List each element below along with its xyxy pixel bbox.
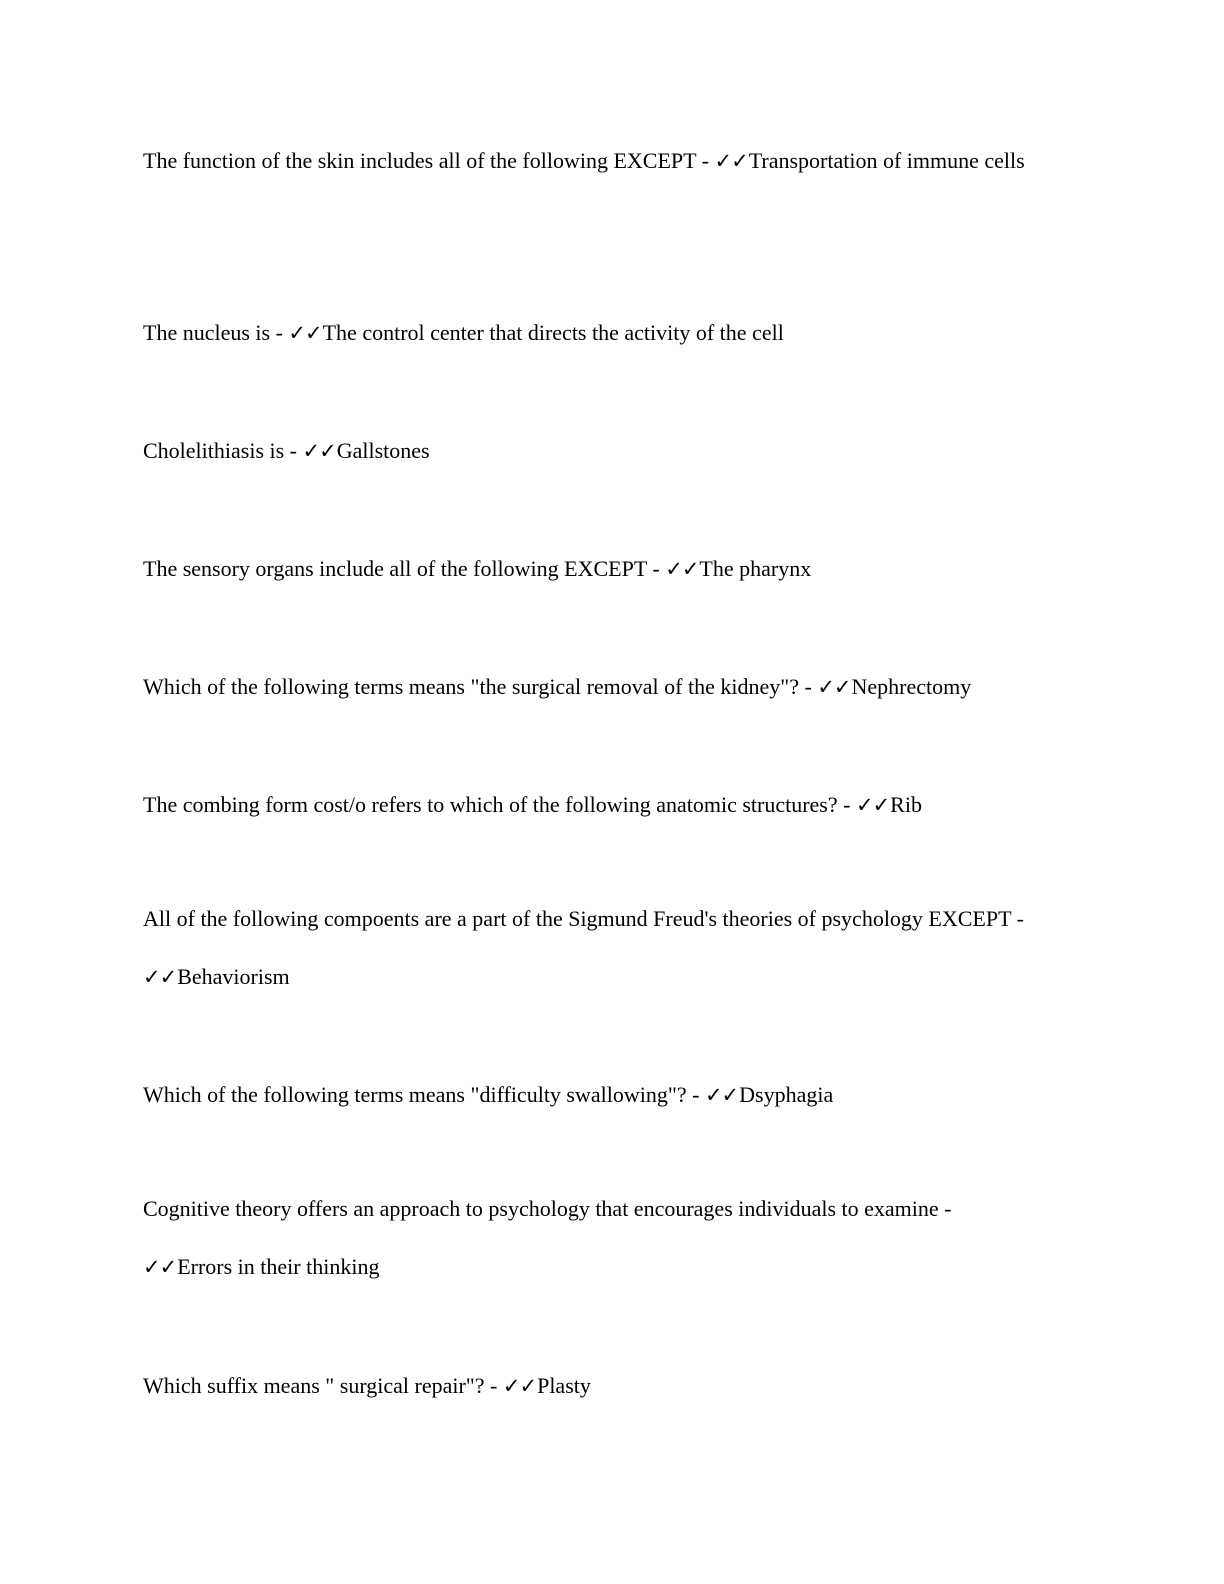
question-text: The combing form cost/o refers to which of the following anatomic structures? - [143,792,856,817]
answer-text: The control center that directs the activity of the cell [322,320,784,345]
answer-text: Behaviorism [177,964,290,989]
answer-text: Rib [890,792,922,817]
double-check-icon: ✓✓ [288,321,322,345]
qa-item-6 [143,776,1083,834]
qa-item-4 [143,540,1083,598]
double-check-icon: ✓✓ [704,1083,739,1107]
question-text: Cognitive theory offers an approach to psychology that encourages individuals to examine - [143,1196,952,1221]
double-check-icon: ✓✓ [143,1255,177,1279]
qa-item-2 [143,304,1083,362]
qa-item-7 [143,890,1043,1006]
double-check-icon: ✓✓ [665,557,699,581]
question-text: The sensory organs include all of the following EXCEPT - [143,556,666,581]
double-check-icon: ✓✓ [817,675,851,699]
qa-item-3 [143,422,1083,480]
double-check-icon: ✓✓ [502,1374,537,1398]
answer-text: Nephrectomy [851,674,972,699]
qa-item-5 [143,658,1083,716]
question-text: All of the following compoents are a part of the Sigmund Freud's theories of psychology EXCEPT - [143,906,1024,931]
double-check-icon: ✓✓ [714,149,748,173]
question-text: The nucleus is - [143,320,289,345]
question-text: Cholelithiasis is - [143,438,303,463]
qa-item-10 [143,1357,1083,1415]
question-text: The function of the skin includes all of the following EXCEPT - [143,148,715,173]
answer-text: Errors in their thinking [177,1254,380,1279]
qa-item-8 [143,1066,1083,1124]
question-text: Which of the following terms means "the surgical removal of the kidney"? - [143,674,818,699]
question-text: Which suffix means " surgical repair"? - [143,1373,503,1398]
question-text: Which of the following terms means "difficulty swallowing"? - [143,1082,705,1107]
answer-text: The pharynx [699,556,812,581]
answer-text: Gallstones [336,438,430,463]
double-check-icon: ✓✓ [143,965,177,989]
qa-item-9 [143,1180,1043,1296]
answer-text: Transportation of immune cells [748,148,1025,173]
double-check-icon: ✓✓ [302,439,336,463]
answer-text: Dsyphagia [739,1082,834,1107]
answer-text: Plasty [537,1373,591,1398]
double-check-icon: ✓✓ [855,793,890,817]
qa-item-1 [143,132,1073,190]
